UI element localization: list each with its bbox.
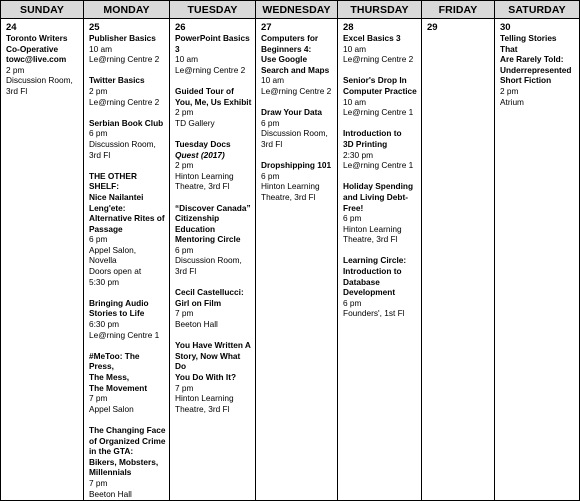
day-cell-monday <box>84 19 170 500</box>
event-title-line: Story, Now What Do <box>175 350 241 372</box>
event-detail-line: 10 am <box>89 43 113 54</box>
event-detail-line: Atrium <box>500 96 524 107</box>
event-detail-line: Beeton Hall <box>175 319 218 330</box>
event-detail-line: 6 pm <box>89 234 108 245</box>
calendar-event[interactable] <box>175 139 252 192</box>
event-title-line: Guided Tour of <box>175 85 234 96</box>
calendar-event[interactable] <box>343 181 418 245</box>
event-detail-line: Le@rning Centre 1 <box>343 107 414 118</box>
header-saturday: SATURDAY <box>495 1 579 19</box>
event-detail-line: Le@rning Centre 2 <box>175 64 246 75</box>
event-detail-line: Discussion Room, <box>261 128 328 139</box>
calendar-event[interactable] <box>343 128 418 170</box>
event-title-line: 3 <box>175 43 180 54</box>
event-detail-line: 6 pm <box>175 244 194 255</box>
event-title-line: Bringing Audio <box>89 297 149 308</box>
event-detail-line: 2 pm <box>89 85 108 96</box>
event-detail-line: Hinton Learning <box>343 223 402 234</box>
event-title-line: and Living Debt- <box>343 191 408 202</box>
event-title-line: Citizenship <box>175 213 220 224</box>
day-number: 29 <box>427 22 438 33</box>
event-detail-line: 2 pm <box>500 85 519 96</box>
event-detail-line: Hinton Learning <box>175 393 234 404</box>
event-title-line: The Mess, <box>89 372 130 382</box>
calendar-event[interactable] <box>89 298 166 340</box>
event-title-line: Senior's Drop In <box>343 75 407 86</box>
event-title-line: THE OTHER <box>89 170 137 181</box>
event-detail-line: 10 am <box>175 54 199 65</box>
event-title-line: Twitter Basics <box>89 75 145 86</box>
event-title-line: Passage <box>89 223 123 234</box>
event-title-line: #MeToo: The Press, <box>89 350 140 372</box>
event-detail-line: Appel Salon, Novella <box>89 244 137 266</box>
event-detail-line: 6 pm <box>261 170 280 181</box>
event-title-line: Tuesday Docs <box>175 138 231 149</box>
event-detail-line: 6 pm <box>89 128 108 139</box>
header-wednesday: WEDNESDAY <box>256 1 338 19</box>
event-detail-line: 6 pm <box>261 117 280 128</box>
event-title-line: Education <box>175 223 216 234</box>
event-detail-line: Le@rning Centre 1 <box>343 160 414 171</box>
event-detail-line: 10 am <box>261 75 285 86</box>
calendar-event[interactable] <box>261 33 334 97</box>
event-title-line: Draw Your Data <box>261 107 323 118</box>
event-detail-line: 10 am <box>343 96 367 107</box>
calendar-event[interactable] <box>175 86 252 128</box>
event-title-line: Computer Practice <box>343 85 417 96</box>
event-title-line: Use Google <box>261 54 308 65</box>
event-title-line: Telling Stories That <box>500 33 557 54</box>
day-cell-tuesday <box>170 19 256 500</box>
event-detail-line: 6:30 pm <box>89 319 119 330</box>
event-title-line: Toronto Writers <box>6 33 68 43</box>
event-title-line: The Changing Face <box>89 424 166 435</box>
event-detail-line: 6 pm <box>343 213 362 224</box>
day-number: 27 <box>261 22 272 33</box>
event-detail-line: Doors open at <box>89 266 142 277</box>
day-number: 26 <box>175 22 186 33</box>
calendar-event[interactable] <box>261 160 334 202</box>
event-title-line: Serbian Book Club <box>89 117 164 128</box>
calendar-event[interactable] <box>175 33 252 75</box>
day-cell-friday <box>422 19 495 500</box>
calendar-event[interactable] <box>175 287 252 329</box>
calendar-event[interactable] <box>175 203 252 277</box>
calendar-event[interactable] <box>343 33 418 65</box>
event-detail-line: Hinton Learning <box>175 170 234 181</box>
calendar-event[interactable] <box>89 118 166 160</box>
calendar-event[interactable] <box>89 33 166 65</box>
event-detail-line: 7 pm <box>175 382 194 393</box>
header-friday: FRIDAY <box>422 1 495 19</box>
event-detail-line: Hinton Learning <box>261 181 320 192</box>
event-title-line: SHELF: <box>89 181 119 192</box>
event-title-line: Holiday Spending <box>343 181 414 192</box>
event-title-line: Learning Circle: <box>343 255 407 266</box>
event-title-line: PowerPoint Basics <box>175 33 250 43</box>
header-thursday: THURSDAY <box>338 1 422 19</box>
event-detail-line: 2 pm <box>6 64 25 75</box>
event-title-line: Development <box>343 287 396 298</box>
calendar-event[interactable] <box>500 33 576 107</box>
event-detail-line: Beeton Hall <box>89 488 132 499</box>
event-title-line: Bikers, Mobsters, <box>89 456 159 467</box>
event-title-line: towc@live.com <box>6 54 67 65</box>
event-title-line: Publisher Basics <box>89 33 156 43</box>
event-detail-line: Theatre, 3rd Fl <box>175 181 230 192</box>
event-title-line: Nice Nailantei <box>89 191 144 202</box>
event-title-italic-line: Quest (2017) <box>175 149 225 160</box>
event-detail-line: 3rd Fl <box>89 149 111 160</box>
event-detail-line: Discussion Room, <box>175 255 242 266</box>
header-sunday: SUNDAY <box>1 1 84 19</box>
calendar-event[interactable] <box>175 340 252 414</box>
calendar-event[interactable] <box>343 75 418 117</box>
event-title-line: You Have Written A <box>175 340 251 351</box>
event-title-line: “Discover Canada” <box>175 202 251 213</box>
event-title-line: Introduction to <box>343 266 402 277</box>
event-title-line: in the GTA: <box>89 446 134 457</box>
event-detail-line: Appel Salon <box>89 403 134 414</box>
event-title-line: Girl on Film <box>175 297 222 308</box>
event-title-line: Are Rarely Told: <box>500 54 564 65</box>
event-detail-line: Theatre, 3rd Fl <box>343 234 398 245</box>
event-title-line: Alternative Rites of <box>89 213 165 224</box>
event-detail-line: 3rd Fl <box>6 85 28 96</box>
event-detail-line: Le@rning Centre 2 <box>89 54 160 65</box>
event-title-line: 3D Printing <box>343 138 388 149</box>
calendar-event[interactable] <box>89 171 166 288</box>
event-title-line: Short Fiction <box>500 75 552 86</box>
event-detail-line: Le@rning Centre 1 <box>89 329 160 340</box>
event-title-line: Millennials <box>89 467 132 478</box>
event-detail-line: Discussion Room, <box>89 138 156 149</box>
calendar-event[interactable] <box>89 75 166 107</box>
event-title-line: Cecil Castellucci: <box>175 287 244 298</box>
event-detail-line: TD Gallery <box>175 117 215 128</box>
event-title-line: Beginners 4: <box>261 43 312 54</box>
day-cell-sunday <box>1 19 84 500</box>
event-detail-line: Theatre, 3rd Fl <box>261 191 316 202</box>
event-detail-line: 6 pm <box>343 297 362 308</box>
day-number: 30 <box>500 22 511 33</box>
event-detail-line: Le@rning Centre 2 <box>343 54 414 65</box>
header-tuesday: TUESDAY <box>170 1 256 19</box>
header-monday: MONDAY <box>84 1 170 19</box>
event-title-line: You Do With It? <box>175 372 237 382</box>
event-title-line: Mentoring Circle <box>175 234 241 245</box>
event-detail-line: Le@rning Centre 2 <box>261 85 332 96</box>
event-title-line: Introduction to <box>343 128 402 139</box>
day-number: 24 <box>6 22 17 33</box>
event-title-line: Database <box>343 276 380 287</box>
calendar-event[interactable] <box>261 107 334 149</box>
day-number: 28 <box>343 22 354 33</box>
event-detail-line: 3rd Fl <box>175 266 197 277</box>
event-title-line: Dropshipping 101 <box>261 160 332 171</box>
event-title-line: Search and Maps <box>261 64 330 75</box>
event-title-line: Free! <box>343 202 364 213</box>
event-title-line: of Organized Crime <box>89 435 166 446</box>
event-detail-line: 5:30 pm <box>89 276 119 287</box>
day-cell-thursday <box>338 19 422 500</box>
event-title-line: Excel Basics 3 <box>343 33 401 43</box>
calendar-event[interactable] <box>89 351 166 415</box>
calendar-event[interactable] <box>89 425 166 499</box>
event-title-line: Stories to Life <box>89 308 145 319</box>
event-title-line: Leng'ete: <box>89 202 126 213</box>
event-detail-line: 2:30 pm <box>343 149 373 160</box>
event-detail-line: 3rd Fl <box>261 138 283 149</box>
day-number: 25 <box>89 22 100 33</box>
day-cell-wednesday <box>256 19 338 500</box>
event-title-line: Computers for <box>261 33 319 43</box>
event-detail-line: 2 pm <box>175 160 194 171</box>
calendar-event[interactable] <box>6 33 80 97</box>
calendar-event[interactable] <box>343 255 418 319</box>
event-detail-line: 10 am <box>343 43 367 54</box>
event-detail-line: Le@rning Centre 2 <box>89 96 160 107</box>
event-title-line: The Movement <box>89 382 148 393</box>
event-title-line: Underrepresented <box>500 64 572 75</box>
event-detail-line: 2 pm <box>175 107 194 118</box>
event-detail-line: 7 pm <box>175 308 194 319</box>
day-cell-saturday <box>495 19 579 500</box>
event-detail-line: Founders', 1st Fl <box>343 308 405 319</box>
event-detail-line: 7 pm <box>89 393 108 404</box>
event-title-line: Co-Operative <box>6 43 59 54</box>
event-detail-line: 7 pm <box>89 477 108 488</box>
event-detail-line: Discussion Room, <box>6 75 73 86</box>
event-title-line: You, Me, Us Exhibit <box>175 96 252 107</box>
event-detail-line: Theatre, 3rd Fl <box>175 403 230 414</box>
